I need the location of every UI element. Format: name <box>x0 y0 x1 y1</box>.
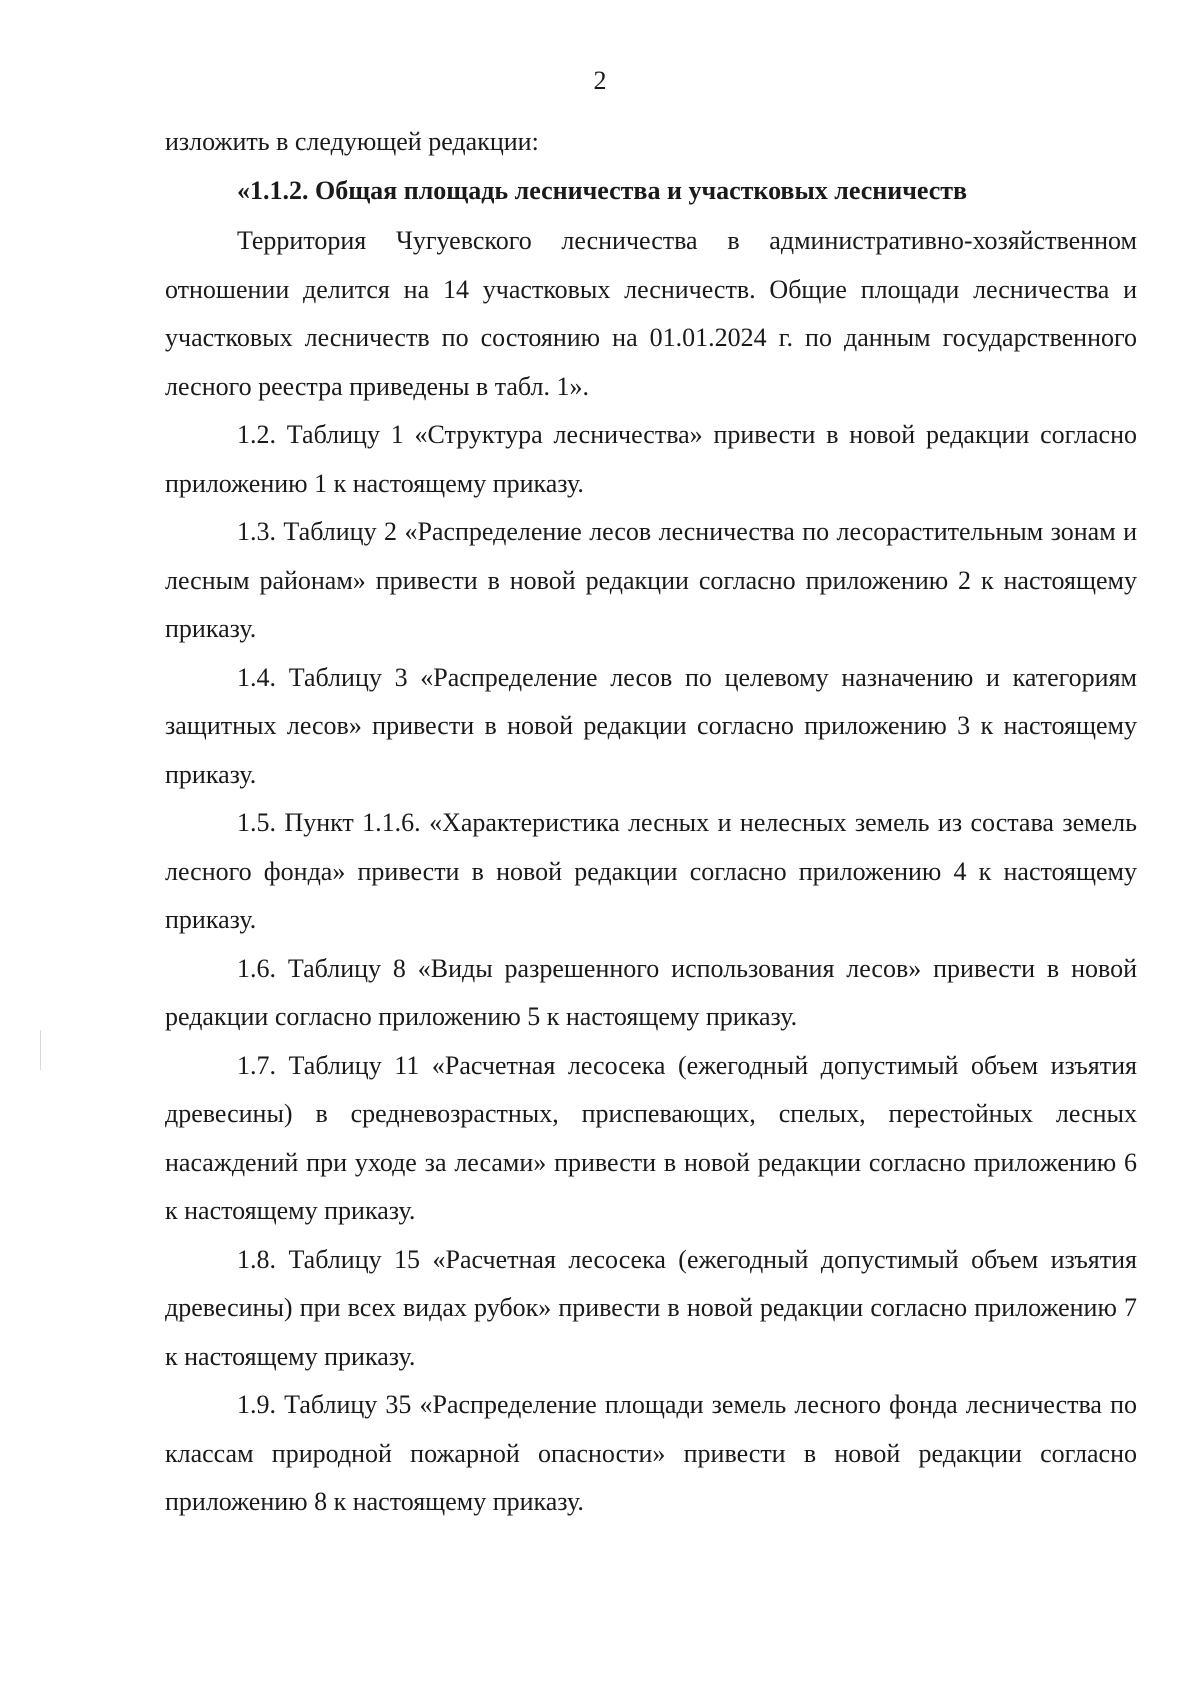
section-heading: «1.1.2. Общая площадь лесничества и участковых лесничеств <box>237 175 968 205</box>
paragraph-1-3: 1.3. Таблицу 2 «Распределение лесов лесничества по лесорастительным зонам и лесным районам» привести в новой редакции согласно приложению 2 к настоящему приказу. <box>165 517 1137 643</box>
paragraph-1-8: 1.8. Таблицу 15 «Расчетная лесосека (ежегодный допустимый объем изъятия древесины) при всех видах рубок» привести в новой редакции согласно приложению 7 к настоящему приказу. <box>165 1244 1137 1371</box>
paragraph-1-7: 1.7. Таблицу 11 «Расчетная лесосека (ежегодный допустимый объем изъятия древесины) в средневозрастных, приспевающих, спелых, перестойных лесных насаждений при уходе за лесами» привести в новой редакции согласно приложению 6 к настоящему приказу. <box>165 1050 1137 1225</box>
paragraph-1-6: 1.6. Таблицу 8 «Виды разрешенного использования лесов» привести в новой редакции согласно приложению 5 к настоящему приказу. <box>165 953 1137 1031</box>
page-number: 2 <box>593 66 607 95</box>
paragraph-1-5: 1.5. Пункт 1.1.6. «Характеристика лесных и нелесных земель из состава земель лесного фонда» привести в новой редакции согласно приложению 4 к настоящему приказу. <box>165 808 1137 934</box>
paragraph-1-4: 1.4. Таблицу 3 «Распределение лесов по целевому назначению и категориям защитных лесов» привести в новой редакции согласно приложению 3 к настоящему приказу. <box>165 662 1137 789</box>
document-body <box>165 118 1137 1527</box>
paragraph-1-9: 1.9. Таблицу 35 «Распределение площади земель лесного фонда лесничества по классам природной пожарной опасности» привести в новой редакции согласно приложению 8 к настоящему приказу. <box>165 1390 1137 1516</box>
scan-margin-mark <box>40 1030 41 1070</box>
paragraph-territory: Территория Чугуевского лесничества в административно-хозяйственном отношении делится на 14 участковых лесничеств. Общие площади лесничества и участковых лесничеств по состоянию на 01.01.2024 г. по данным государственного лесного реестра приведены в табл. 1». <box>165 226 1137 401</box>
paragraph-1-2: 1.2. Таблицу 1 «Структура лесничества» привести в новой редакции согласно приложению 1 к настоящему приказу. <box>165 420 1137 498</box>
intro-line: изложить в следующей редакции: <box>165 127 539 156</box>
